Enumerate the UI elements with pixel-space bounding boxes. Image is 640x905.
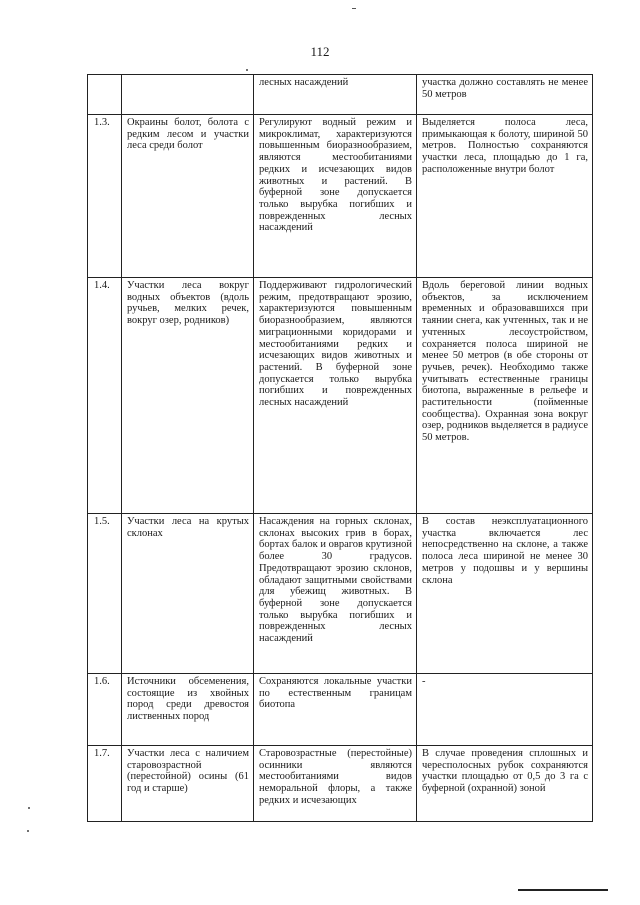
area-name: Участки леса с наличием старовозрастной (перестойной) осины (61 год и старше): [122, 746, 254, 822]
area-distinction: В случае проведения сплошных и чересполосных рубок сохраняются участки площадью от 0,5 до 3 га с буферной (охранной) зоной: [417, 746, 593, 822]
table-row: [88, 746, 593, 822]
row-number: [88, 75, 122, 115]
table-row: [88, 115, 593, 278]
row-number: 1.5.: [88, 514, 122, 674]
area-function: Сохраняются локальные участки по естественным границам биотопа: [254, 674, 417, 746]
area-name: Участки леса на крутых склонах: [122, 514, 254, 674]
footer-rule: [518, 889, 608, 891]
area-distinction: Выделяется полоса леса, примыкающая к болоту, шириной 50 метров. Полностью сохраняются участки леса, площадью до 1 га, расположенные внутри болот: [417, 115, 593, 278]
row-number: 1.6.: [88, 674, 122, 746]
row-number: 1.3.: [88, 115, 122, 278]
row-number: 1.7.: [88, 746, 122, 822]
area-distinction: Вдоль береговой линии водных объектов, за исключением временных и образовавшихся при таянии снега, как учтенных, так и не учтенных лесоустройством, сохраняется полоса шириной не менее 50 метров (в обе стороны от ручьев, речек). Необходимо также учитывать естественные границы биотопа, выраженные в рельефе и растительности (пойменные сообщества). Охранная зона вокруг озер, родников выделяется в радиусе 50 метров.: [417, 278, 593, 514]
scan-mark: [352, 8, 356, 9]
table-row: [88, 674, 593, 746]
area-name: Окраины болот, болота с редким лесом и участки леса среди болот: [122, 115, 254, 278]
table-row: [88, 75, 593, 115]
area-function: Поддерживают гидрологический режим, предотвращают эрозию, характеризуются повышенным биоразнообразием, являются миграционными коридорами и местообитаниями редких и исчезающих видов животных и растений. В буферной зоне допускается только вырубка погибших и поврежденных лесных насаждений: [254, 278, 417, 514]
area-distinction: В состав неэксплуатационного участка включается лес непосредственно на склоне, а также полоса леса шириной не менее 30 метров у подошвы и у вершины склона: [417, 514, 593, 674]
scan-speck: [27, 830, 29, 832]
area-distinction: -: [417, 674, 593, 746]
row-number: 1.4.: [88, 278, 122, 514]
scan-speck: [246, 69, 248, 71]
protected-areas-table: [87, 74, 593, 822]
scan-speck: [28, 807, 30, 809]
area-function: Насаждения на горных склонах, склонах высоких грив в борах, бортах балок и оврагов крутизной более 30 градусов. Предотвращают эрозию склонов, обладают защитными свойствами для убежищ животных. В буферной зоне допускается только вырубка погибших и поврежденных лесных насаждений: [254, 514, 417, 674]
area-name: Участки леса вокруг водных объектов (вдоль ручьев, мелких речек, вокруг озер, родников): [122, 278, 254, 514]
area-name: [122, 75, 254, 115]
area-distinction: участка должно составлять не менее 50 метров: [417, 75, 593, 115]
area-name: Источники обсеменения, состоящие из хвойных пород среди древостоя лиственных пород: [122, 674, 254, 746]
area-function: Старовозрастные (перестойные) осинники являются местообитаниями видов неморальной флоры, а также редких и исчезающих: [254, 746, 417, 822]
table-row: [88, 514, 593, 674]
area-function: лесных насаждений: [254, 75, 417, 115]
table-row: [88, 278, 593, 514]
area-function: Регулируют водный режим и микроклимат, характеризуются повышенным биоразнообразием, являются местообитаниями редких и исчезающих видов животных и растений. В буферной зоне допускается только вырубка погибших и поврежденных лесных насаждений: [254, 115, 417, 278]
page-number: 112: [310, 44, 330, 59]
